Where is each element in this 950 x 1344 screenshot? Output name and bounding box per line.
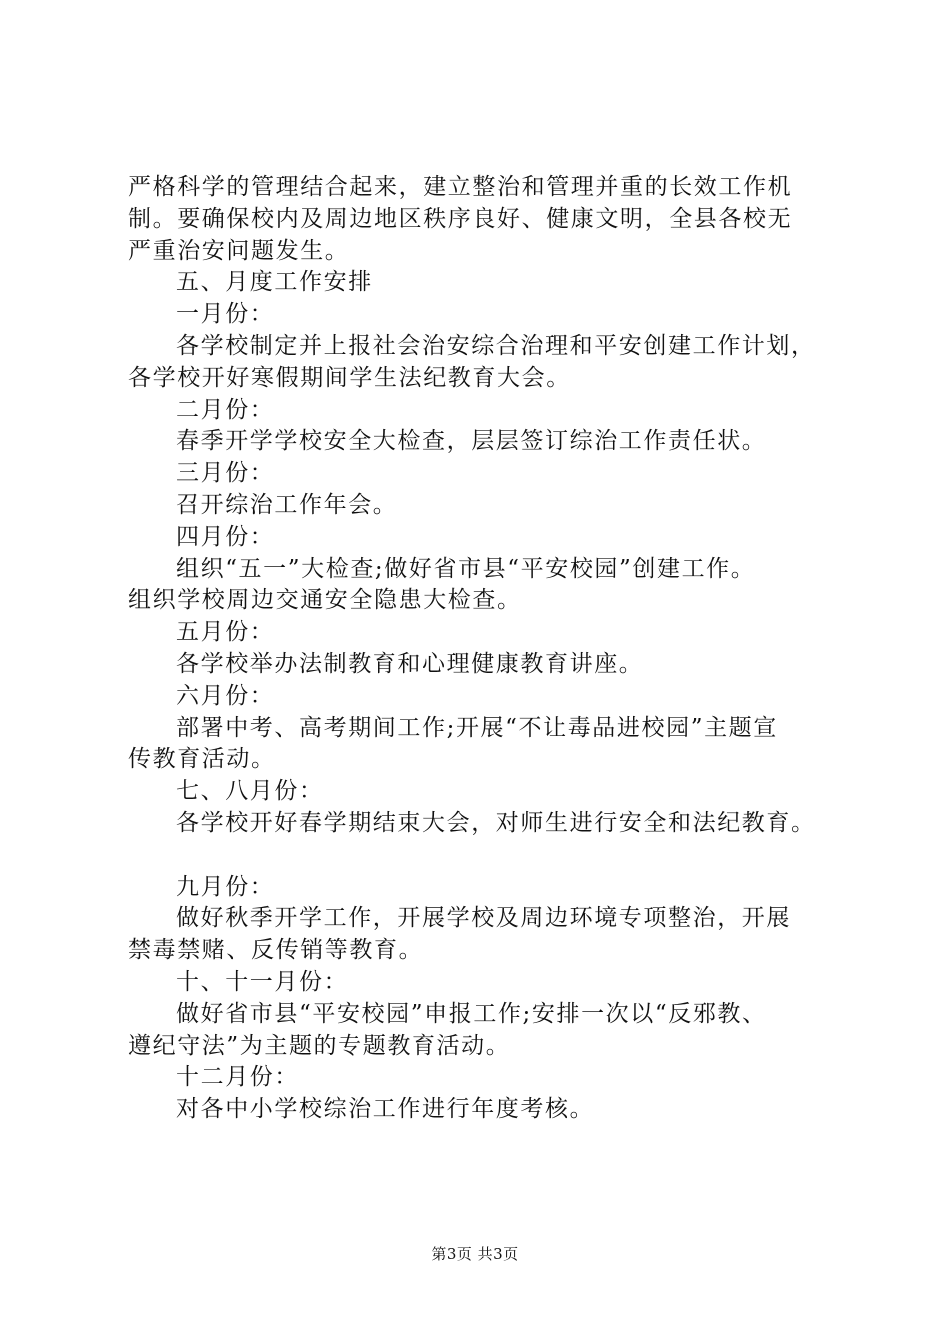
- document-body: [128, 172, 848, 1126]
- text-line: 五、月度工作安排: [176, 269, 373, 296]
- text-line: 部署中考、高考期间工作;开展“不让毒品进校园”主题宣: [176, 714, 778, 741]
- text-line: 九月份：: [176, 873, 275, 900]
- text-line: 制。要确保校内及周边地区秩序良好、健康文明，全县各校无: [128, 205, 793, 232]
- text-line: 召开综治工作年会。: [176, 491, 398, 518]
- text-line: 春季开学学校安全大检查，层层签订综治工作责任状。: [176, 428, 767, 455]
- text-line: 十二月份：: [176, 1064, 299, 1091]
- text-line: 各学校开好寒假期间学生法纪教育大会。: [128, 364, 571, 391]
- text-line: 组织学校周边交通安全隐患大检查。: [128, 587, 522, 614]
- text-line: 遵纪守法”为主题的专题教育活动。: [128, 1032, 511, 1059]
- text-line: 各学校制定并上报社会治安综合治理和平安创建工作计划，: [176, 332, 816, 359]
- text-line: 六月份：: [176, 682, 275, 709]
- text-line: 各学校举办法制教育和心理健康教育讲座。: [176, 650, 644, 677]
- text-line: 七、八月份：: [176, 778, 324, 805]
- text-line: 各学校开好春学期结束大会，对师生进行安全和法纪教育。: [176, 809, 816, 836]
- text-line: 四月份：: [176, 523, 275, 550]
- blank-line: [128, 840, 848, 872]
- page-footer: [0, 1243, 950, 1264]
- text-line: 三月份：: [176, 460, 275, 487]
- text-line: 禁毒禁赌、反传销等教育。: [128, 937, 424, 964]
- text-line: 严格科学的管理结合起来，建立整治和管理并重的长效工作机: [128, 174, 793, 200]
- text-line: 传教育活动。: [128, 746, 276, 773]
- text-line: 一月份：: [176, 301, 275, 328]
- text-line: 对各中小学校综治工作进行年度考核。: [176, 1096, 595, 1123]
- text-line: 做好秋季开学工作，开展学校及周边环境专项整治，开展: [176, 905, 791, 932]
- text-line: 做好省市县“平安校园”申报工作;安排一次以“反邪教、: [176, 1000, 767, 1027]
- text-line: 十、十一月份：: [176, 968, 349, 995]
- text-line: 二月份：: [176, 396, 275, 423]
- text-line: 组织“五一”大检查;做好省市县“平安校园”创建工作。: [176, 555, 756, 582]
- page-number-indicator: 第3页 共3页: [431, 1245, 519, 1263]
- text-line: 严重治安问题发生。: [128, 237, 350, 264]
- text-line: 五月份：: [176, 619, 275, 646]
